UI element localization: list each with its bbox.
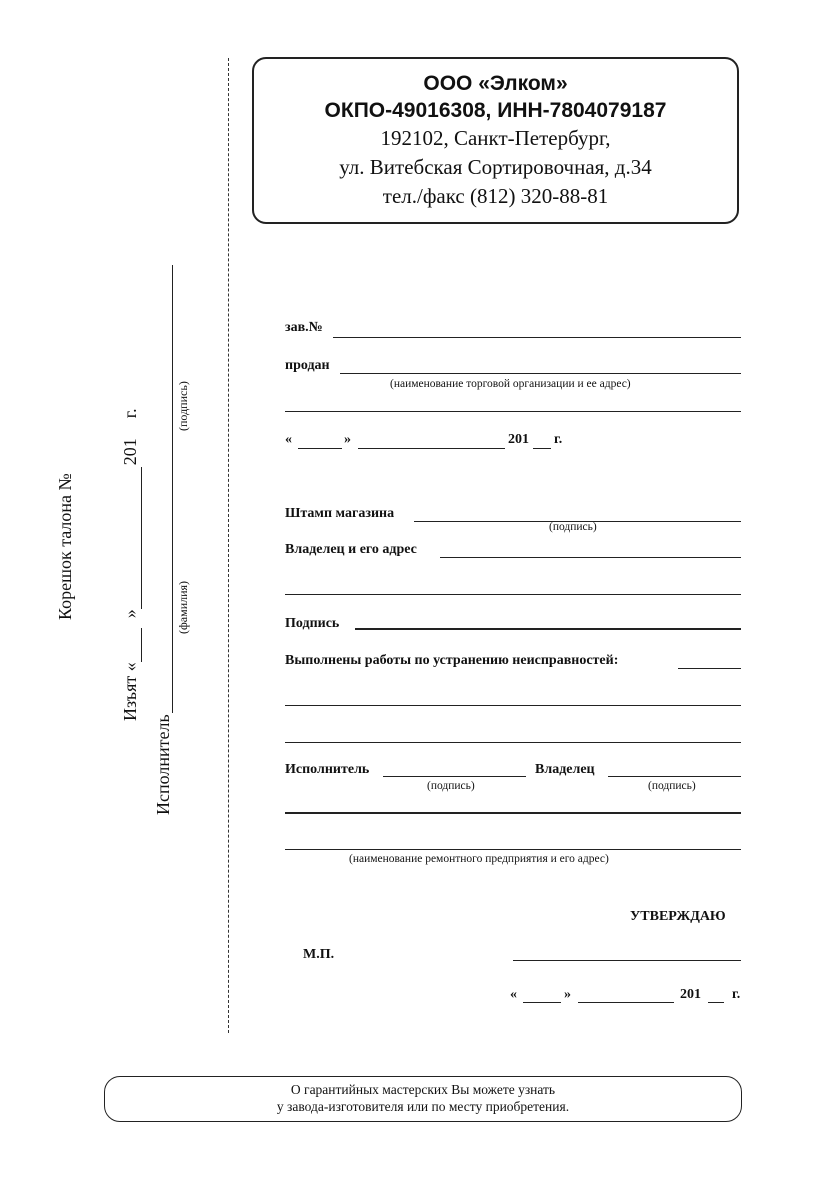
date-open: « [285, 432, 292, 447]
repair-caption: (наименование ремонтного предприятия и его адрес) [349, 853, 609, 865]
approve-year-suffix: г. [732, 987, 741, 1002]
stub-removed-year-suffix: г. [120, 408, 140, 419]
sold-field-line2[interactable] [285, 411, 741, 412]
approve-year: 201 [680, 987, 701, 1002]
owner2-field[interactable] [608, 776, 741, 777]
executor-field[interactable] [383, 776, 526, 777]
company-address-line2: ул. Витебская Сортировочная, д.34 [339, 155, 652, 179]
approve-day-field[interactable] [523, 1002, 561, 1003]
stub-month-line [120, 467, 142, 609]
stub-caption-signature: (подпись) [176, 381, 190, 431]
owner2-label: Владелец [535, 762, 595, 777]
owner-field[interactable] [440, 557, 741, 558]
repair-field-line2[interactable] [285, 849, 741, 850]
stub-caption-surname: (фамилия) [176, 580, 190, 634]
seal-label: М.П. [303, 947, 335, 962]
signature-label: Подпись [285, 616, 340, 631]
stub-removed-close: » [120, 609, 140, 619]
signature-field[interactable] [355, 628, 741, 630]
executor-caption: (подпись) [427, 780, 475, 792]
company-address-line1: 192102, Санкт-Петербург, [380, 126, 611, 150]
works-field-line2[interactable] [285, 705, 741, 706]
stub-executor-line [172, 265, 173, 713]
company-header-box [252, 57, 739, 224]
date-year-suffix: г. [554, 432, 563, 447]
repair-field[interactable] [285, 812, 741, 814]
date-year: 201 [508, 432, 529, 447]
works-field-line3[interactable] [285, 742, 741, 743]
approve-date-close: » [564, 987, 571, 1002]
serial-label: зав.№ [285, 320, 323, 335]
owner2-caption: (подпись) [648, 780, 696, 792]
approve-signature-field[interactable] [513, 960, 741, 961]
works-field[interactable] [678, 668, 741, 669]
approve-year-field[interactable] [708, 1002, 724, 1003]
date-year-field[interactable] [533, 448, 551, 449]
footer-note-box [104, 1076, 742, 1122]
footer-line2: у завода-изготовителя или по месту приобретения. [276, 1099, 570, 1114]
approve-date-open: « [510, 987, 517, 1002]
company-phone: тел./факс (812) 320-88-81 [382, 184, 609, 208]
owner-label: Владелец и его адрес [285, 542, 417, 557]
stub-removed-year: 201 [120, 438, 140, 466]
date-close: » [344, 432, 351, 447]
stub-day-line [120, 628, 142, 662]
date-day-field[interactable] [298, 448, 342, 449]
stub-executor-label: Исполнитель [153, 714, 173, 815]
serial-field[interactable] [333, 337, 741, 338]
stub-removed-row [120, 408, 142, 721]
cut-line [228, 58, 229, 1033]
date-month-field[interactable] [358, 448, 505, 449]
sold-caption: (наименование торговой организации и ее адрес) [390, 378, 631, 390]
company-codes: ОКПО-49016308, ИНН-7804079187 [324, 99, 667, 122]
company-name: ООО «Элком» [423, 72, 568, 95]
stamp-caption: (подпись) [549, 521, 597, 533]
stub-removed-prefix: Изъят « [120, 662, 140, 721]
stamp-label: Штамп магазина [285, 506, 395, 521]
footer-line1: О гарантийных мастерских Вы можете узнать [290, 1082, 556, 1097]
executor-label: Исполнитель [285, 762, 370, 777]
works-label: Выполнены работы по устранению неисправностей: [285, 653, 619, 668]
stub-title: Корешок талона № [55, 473, 75, 620]
sold-field[interactable] [340, 373, 741, 374]
approve-month-field[interactable] [578, 1002, 674, 1003]
owner-field-line2[interactable] [285, 594, 741, 595]
approve-label: УТВЕРЖДАЮ [630, 909, 726, 924]
sold-label: продан [285, 358, 330, 373]
